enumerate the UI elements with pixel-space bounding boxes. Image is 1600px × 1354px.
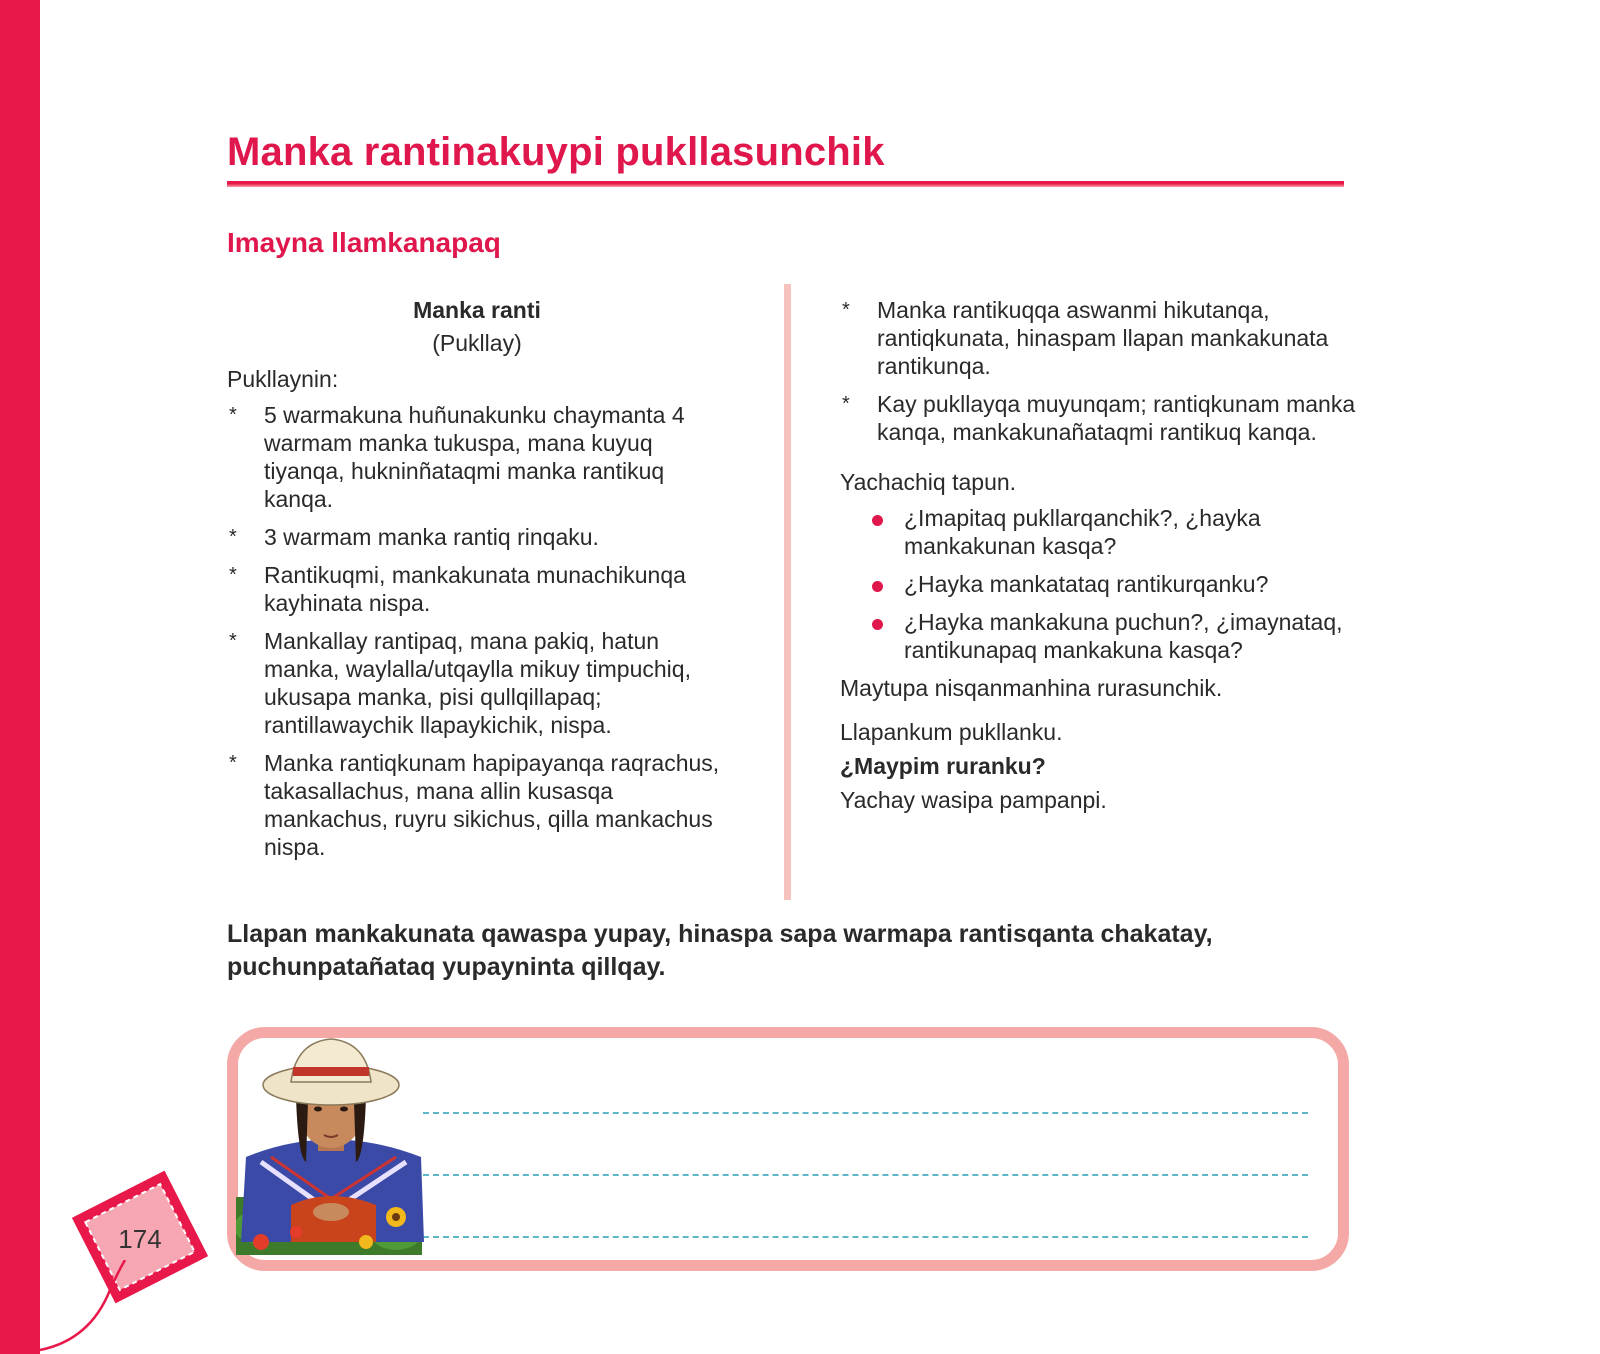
statement-line: Llapankum pukllanku. [840, 719, 1063, 745]
list-item [840, 390, 1360, 446]
title-underline [227, 181, 1344, 187]
tag-string [30, 1260, 150, 1354]
bullet-dot-icon [872, 515, 883, 526]
question-intro: Yachachiq tapun. [840, 469, 1017, 495]
question-item [840, 570, 1360, 598]
question-item [840, 504, 1360, 560]
writing-line[interactable] [423, 1236, 1308, 1238]
list-item-text: Manka rantikuqqa aswanmi hikutanqa, rantiqkunata, hinaspam llapan mankakunata rantikunqa. [877, 297, 1329, 379]
list-item-text: 5 warmakuna huñunakunku chaymanta 4 warmam manka tukuspa, mana kuyuq tiyanqa, hukninñataqmi manka rantikuq kanqa. [264, 402, 685, 512]
game-subheading: (Pukllay) [432, 330, 522, 356]
right-column [840, 296, 1360, 814]
left-column [227, 296, 727, 871]
asterisk-bullet: * [229, 630, 237, 652]
writing-prompt: Llapan mankakunata qawaspa yupay, hinaspa sapa warmapa rantisqanta chakatay, puchunpatañataq yupayninta qillqay. [227, 920, 1213, 981]
bold-question: ¿Maypim ruranku? [840, 753, 1046, 779]
bullet-dot-icon [872, 581, 883, 592]
writing-line[interactable] [423, 1112, 1308, 1114]
asterisk-bullet: * [842, 393, 850, 415]
list-item [227, 627, 727, 739]
bullet-dot-icon [872, 619, 883, 630]
list-item [227, 523, 727, 551]
left-color-band [0, 0, 40, 1354]
asterisk-bullet: * [842, 299, 850, 321]
list-item [840, 296, 1360, 380]
question-text: ¿Hayka mankakuna puchun?, ¿imaynataq, rantikunapaq mankakuna kasqa? [904, 609, 1343, 663]
list-item [227, 561, 727, 617]
list-item-text: 3 warmam manka rantiq rinqaku. [264, 524, 599, 550]
asterisk-bullet: * [229, 564, 237, 586]
question-item [840, 608, 1360, 664]
instruction-line: Maytupa nisqanmanhina rurasunchik. [840, 675, 1223, 701]
list-item [227, 749, 727, 861]
asterisk-bullet: * [229, 752, 237, 774]
section-subtitle: Imayna llamkanapaq [227, 227, 501, 258]
list-item [227, 401, 727, 513]
asterisk-bullet: * [229, 526, 237, 548]
list-item-text: Mankallay rantipaq, mana pakiq, hatun manka, waylalla/utqaylla mikuy timpuchiq, ukusapa manka, pisi qullqillapaq; rantillawaychik llapaykichik, nispa. [264, 628, 691, 738]
list-item-text: Kay pukllayqa muyunqam; rantiqkunam manka kanqa, mankakunañataqmi rantikuq kanqa. [877, 391, 1356, 445]
question-text: ¿Imapitaq pukllarqanchik?, ¿hayka mankakunan kasqa? [904, 505, 1261, 559]
girl-illustration [236, 1027, 426, 1255]
asterisk-bullet: * [229, 404, 237, 426]
rules-intro: Pukllaynin: [227, 366, 339, 392]
page-title: Manka rantinakuypi pukllasunchik [227, 130, 885, 174]
column-divider [784, 284, 791, 900]
page-number: 174 [118, 1224, 162, 1254]
writing-line[interactable] [423, 1174, 1308, 1176]
answer-line: Yachay wasipa pampanpi. [840, 787, 1107, 813]
list-item-text: Rantikuqmi, mankakunata munachikunqa kayhinata nispa. [264, 562, 686, 616]
list-item-text: Manka rantiqkunam hapipayanqa raqrachus, takasallachus, mana allin kusasqa mankachus, ruyru sikichus, qilla mankachus nispa. [264, 750, 720, 860]
question-text: ¿Hayka mankatataq rantikurqanku? [904, 571, 1269, 597]
game-heading: Manka ranti [413, 297, 541, 323]
